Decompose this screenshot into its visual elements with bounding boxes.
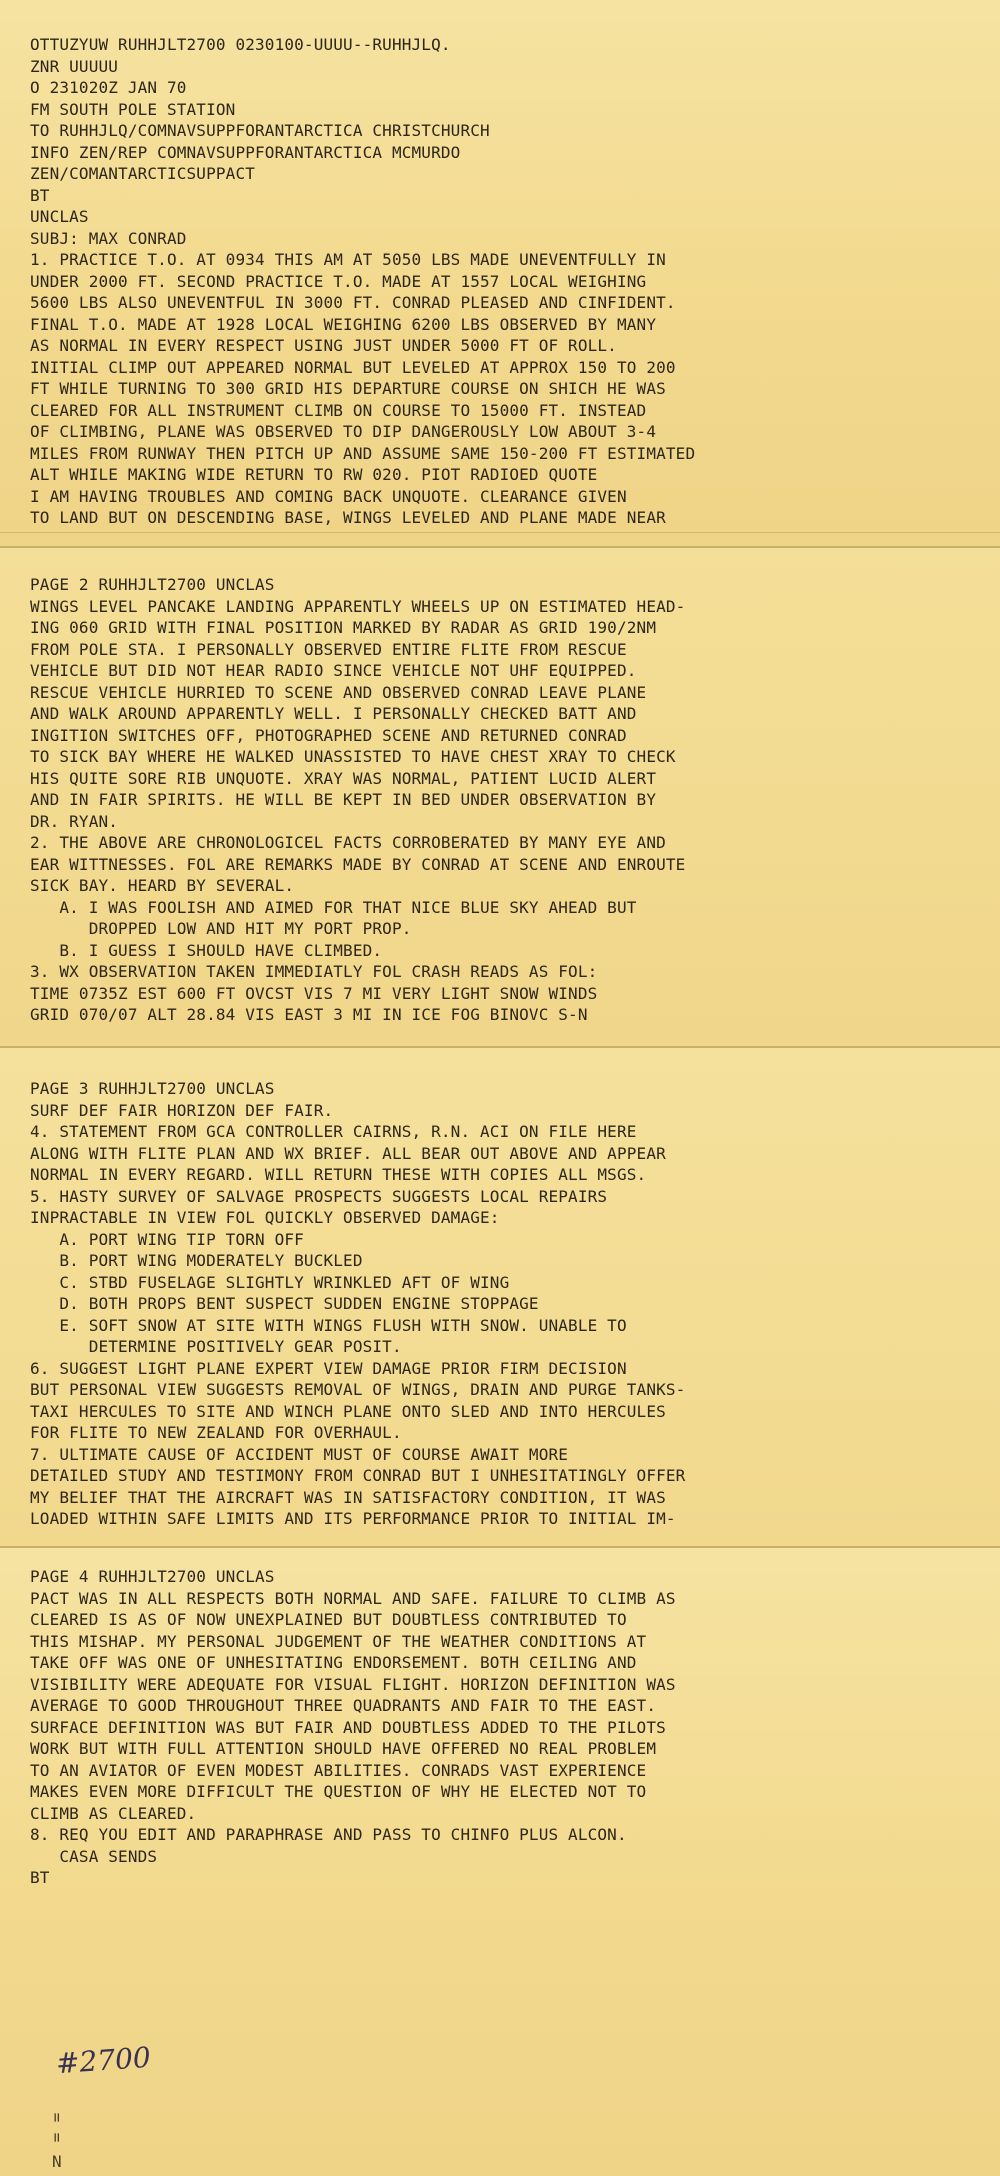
text-line: TO AN AVIATOR OF EVEN MODEST ABILITIES. CONRADS VAST EXPERIENCE	[30, 1760, 647, 1780]
text-line: TO LAND BUT ON DESCENDING BASE, WINGS LEVELED AND PLANE MADE NEAR	[30, 508, 666, 527]
text-line: TAXI HERCULES TO SITE AND WINCH PLANE ONTO SLED AND INTO HERCULES	[30, 1401, 666, 1421]
message-page-2	[0, 548, 1000, 1048]
text-line: 5. HASTY SURVEY OF SALVAGE PROSPECTS SUGGESTS LOCAL REPAIRS	[30, 1186, 608, 1206]
text-line: ING 060 GRID WITH FINAL POSITION MARKED BY RADAR AS GRID 190/2NM	[30, 618, 657, 637]
text-line: CLEARED IS AS OF NOW UNEXPLAINED BUT DOUBTLESS CONTRIBUTED TO	[30, 1610, 627, 1629]
text-line: B. PORT WING MODERATELY BUCKLED	[30, 1251, 363, 1270]
text-line: INGITION SWITCHES OFF, PHOTOGRAPHED SCENE AND RETURNED CONRAD	[30, 725, 627, 745]
text-line: 5600 LBS ALSO UNEVENTFUL IN 3000 FT. CONRAD PLEASED AND CINFIDENT.	[30, 293, 676, 312]
text-line: VEHICLE BUT DID NOT HEAR RADIO SINCE VEHICLE NOT UHF EQUIPPED.	[30, 661, 637, 680]
text-line: TO RUHHJLQ/COMNAVSUPPFORANTARCTICA CHRISTCHURCH	[30, 121, 490, 140]
text-line: TAKE OFF WAS ONE OF UNHESITATING ENDORSEMENT. BOTH CEILING AND	[30, 1653, 637, 1672]
text-line: AS NORMAL IN EVERY RESPECT USING JUST UNDER 5000 FT OF ROLL.	[30, 336, 617, 355]
text-line: SURFACE DEFINITION WAS BUT FAIR AND DOUBTLESS ADDED TO THE PILOTS	[30, 1717, 666, 1737]
text-line: DETERMINE POSITIVELY GEAR POSIT.	[30, 1337, 402, 1356]
text-line: RESCUE VEHICLE HURRIED TO SCENE AND OBSERVED CONRAD LEAVE PLANE	[30, 682, 647, 702]
page-1-text	[30, 34, 970, 529]
break-line: BT	[30, 1868, 50, 1887]
page-4-text	[30, 1566, 970, 1889]
text-line: A. PORT WING TIP TORN OFF	[30, 1229, 304, 1249]
text-line: GRID 070/07 ALT 28.84 VIS EAST 3 MI IN ICE FOG BINOVC S-N	[30, 1005, 588, 1024]
text-line: INITIAL CLIMP OUT APPEARED NORMAL BUT LEVELED AT APPROX 150 TO 200	[30, 357, 676, 377]
message-page-1	[0, 0, 1000, 548]
text-line: THIS MISHAP. MY PERSONAL JUDGEMENT OF THE WEATHER CONDITIONS AT	[30, 1631, 647, 1651]
text-line: 3. WX OBSERVATION TAKEN IMMEDIATLY FOL CRASH READS AS FOL:	[30, 962, 598, 981]
text-line: 1. PRACTICE T.O. AT 0934 THIS AM AT 5050 LBS MADE UNEVENTFULLY IN	[30, 250, 666, 269]
handwritten-number: #2700	[54, 2040, 152, 2081]
text-line: I AM HAVING TROUBLES AND COMING BACK UNQUOTE. CLEARANCE GIVEN	[30, 486, 627, 506]
page-header: PAGE 3 RUHHJLT2700 UNCLAS	[30, 1079, 275, 1098]
text-line: OTTUZYUW RUHHJLT2700 0230100-UUUU--RUHHJLQ.	[30, 35, 451, 54]
text-line: 6. SUGGEST LIGHT PLANE EXPERT VIEW DAMAGE PRIOR FIRM DECISION	[30, 1358, 627, 1378]
text-line: MILES FROM RUNWAY THEN PITCH UP AND ASSUME SAME 150-200 FT ESTIMATED	[30, 443, 696, 463]
text-line: INFO ZEN/REP COMNAVSUPPFORANTARCTICA MCMURDO	[30, 142, 461, 162]
text-line: UNCLAS	[30, 207, 89, 226]
text-line: WORK BUT WITH FULL ATTENTION SHOULD HAVE OFFERED NO REAL PROBLEM	[30, 1739, 657, 1758]
text-line: 7. ULTIMATE CAUSE OF ACCIDENT MUST OF COURSE AWAIT MORE	[30, 1444, 569, 1464]
text-line: VISIBILITY WERE ADEQUATE FOR VISUAL FLIGHT. HORIZON DEFINITION WAS	[30, 1674, 676, 1694]
text-line: OF CLIMBING, PLANE WAS OBSERVED TO DIP DANGEROUSLY LOW ABOUT 3-4	[30, 422, 657, 441]
text-line: FROM POLE STA. I PERSONALLY OBSERVED ENTIRE FLITE FROM RESCUE	[30, 639, 627, 659]
margin-mark: =	[47, 2112, 67, 2123]
text-line: 4. STATEMENT FROM GCA CONTROLLER CAIRNS, R.N. ACI ON FILE HERE	[30, 1122, 637, 1141]
text-line: D. BOTH PROPS BENT SUSPECT SUDDEN ENGINE STOPPAGE	[30, 1294, 539, 1313]
text-line: O 231020Z JAN 70	[30, 78, 187, 97]
subject-line: SUBJ: MAX CONRAD	[30, 228, 187, 248]
text-line: PACT WAS IN ALL RESPECTS BOTH NORMAL AND SAFE. FAILURE TO CLIMB AS	[30, 1588, 676, 1608]
text-line: SURF DEF FAIR HORIZON DEF FAIR.	[30, 1100, 334, 1120]
margin-mark: N	[52, 2152, 62, 2171]
margin-mark: =	[47, 2132, 67, 2143]
text-line: AND WALK AROUND APPARENTLY WELL. I PERSONALLY CHECKED BATT AND	[30, 704, 637, 723]
text-line: MY BELIEF THAT THE AIRCRAFT WAS IN SATISFACTORY CONDITION, IT WAS	[30, 1487, 666, 1507]
text-line: FINAL T.O. MADE AT 1928 LOCAL WEIGHING 6200 LBS OBSERVED BY MANY	[30, 314, 657, 334]
text-line: E. SOFT SNOW AT SITE WITH WINGS FLUSH WITH SNOW. UNABLE TO	[30, 1315, 627, 1335]
text-line: MAKES EVEN MORE DIFFICULT THE QUESTION OF WHY HE ELECTED NOT TO	[30, 1782, 647, 1801]
text-line: SICK BAY. HEARD BY SEVERAL.	[30, 876, 295, 895]
text-line: EAR WITTNESSES. FOL ARE REMARKS MADE BY CONRAD AT SCENE AND ENROUTE	[30, 854, 686, 874]
text-line: B. I GUESS I SHOULD HAVE CLIMBED.	[30, 940, 383, 960]
page-3-text	[30, 1078, 970, 1530]
text-line: FOR FLITE TO NEW ZEALAND FOR OVERHAUL.	[30, 1423, 402, 1442]
signature-line: CASA SENDS	[30, 1846, 158, 1866]
text-line: DETAILED STUDY AND TESTIMONY FROM CONRAD BUT I UNHESITATINGLY OFFER	[30, 1466, 686, 1485]
message-page-4	[0, 1548, 1000, 2176]
text-line: C. STBD FUSELAGE SLIGHTLY WRINKLED AFT OF WING	[30, 1272, 510, 1292]
text-line: CLEARED FOR ALL INSTRUMENT CLIMB ON COURSE TO 15000 FT. INSTEAD	[30, 400, 647, 420]
text-line: AVERAGE TO GOOD THROUGHOUT THREE QUADRANTS AND FAIR TO THE EAST.	[30, 1696, 657, 1715]
text-line: BT	[30, 185, 50, 205]
text-line: DROPPED LOW AND HIT MY PORT PROP.	[30, 919, 412, 938]
text-line: A. I WAS FOOLISH AND AIMED FOR THAT NICE BLUE SKY AHEAD BUT	[30, 897, 637, 917]
page-header: PAGE 2 RUHHJLT2700 UNCLAS	[30, 575, 275, 594]
text-line: 8. REQ YOU EDIT AND PARAPHRASE AND PASS TO CHINFO PLUS ALCON.	[30, 1825, 627, 1844]
page-crease	[0, 532, 1000, 533]
text-line: ALT WHILE MAKING WIDE RETURN TO RW 020. PIOT RADIOED QUOTE	[30, 465, 598, 484]
text-line: ZNR UUUUU	[30, 56, 119, 76]
text-line: HIS QUITE SORE RIB UNQUOTE. XRAY WAS NORMAL, PATIENT LUCID ALERT	[30, 768, 657, 788]
text-line: ALONG WITH FLITE PLAN AND WX BRIEF. ALL BEAR OUT ABOVE AND APPEAR	[30, 1143, 666, 1163]
message-page-3	[0, 1048, 1000, 1548]
text-line: FM SOUTH POLE STATION	[30, 99, 236, 119]
text-line: TIME 0735Z EST 600 FT OVCST VIS 7 MI VERY LIGHT SNOW WINDS	[30, 983, 598, 1003]
text-line: FT WHILE TURNING TO 300 GRID HIS DEPARTURE COURSE ON SHICH HE WAS	[30, 379, 666, 398]
text-line: TO SICK BAY WHERE HE WALKED UNASSISTED TO HAVE CHEST XRAY TO CHECK	[30, 747, 676, 766]
text-line: DR. RYAN.	[30, 811, 119, 831]
text-line: ZEN/COMANTARCTICSUPPACT	[30, 164, 256, 183]
text-line: BUT PERSONAL VIEW SUGGESTS REMOVAL OF WINGS, DRAIN AND PURGE TANKS-	[30, 1380, 686, 1399]
text-line: 2. THE ABOVE ARE CHRONOLOGICEL FACTS CORROBERATED BY MANY EYE AND	[30, 833, 666, 852]
text-line: LOADED WITHIN SAFE LIMITS AND ITS PERFORMANCE PRIOR TO INITIAL IM-	[30, 1509, 676, 1528]
text-line: NORMAL IN EVERY REGARD. WILL RETURN THESE WITH COPIES ALL MSGS.	[30, 1165, 647, 1184]
text-line: AND IN FAIR SPIRITS. HE WILL BE KEPT IN BED UNDER OBSERVATION BY	[30, 790, 657, 809]
page-header: PAGE 4 RUHHJLT2700 UNCLAS	[30, 1567, 275, 1586]
text-line: WINGS LEVEL PANCAKE LANDING APPARENTLY WHEELS UP ON ESTIMATED HEAD-	[30, 596, 686, 616]
text-line: UNDER 2000 FT. SECOND PRACTICE T.O. MADE AT 1557 LOCAL WEIGHING	[30, 271, 647, 291]
text-line: INPRACTABLE IN VIEW FOL QUICKLY OBSERVED DAMAGE:	[30, 1208, 500, 1227]
text-line: CLIMB AS CLEARED.	[30, 1803, 197, 1823]
page-2-text	[30, 574, 970, 1026]
